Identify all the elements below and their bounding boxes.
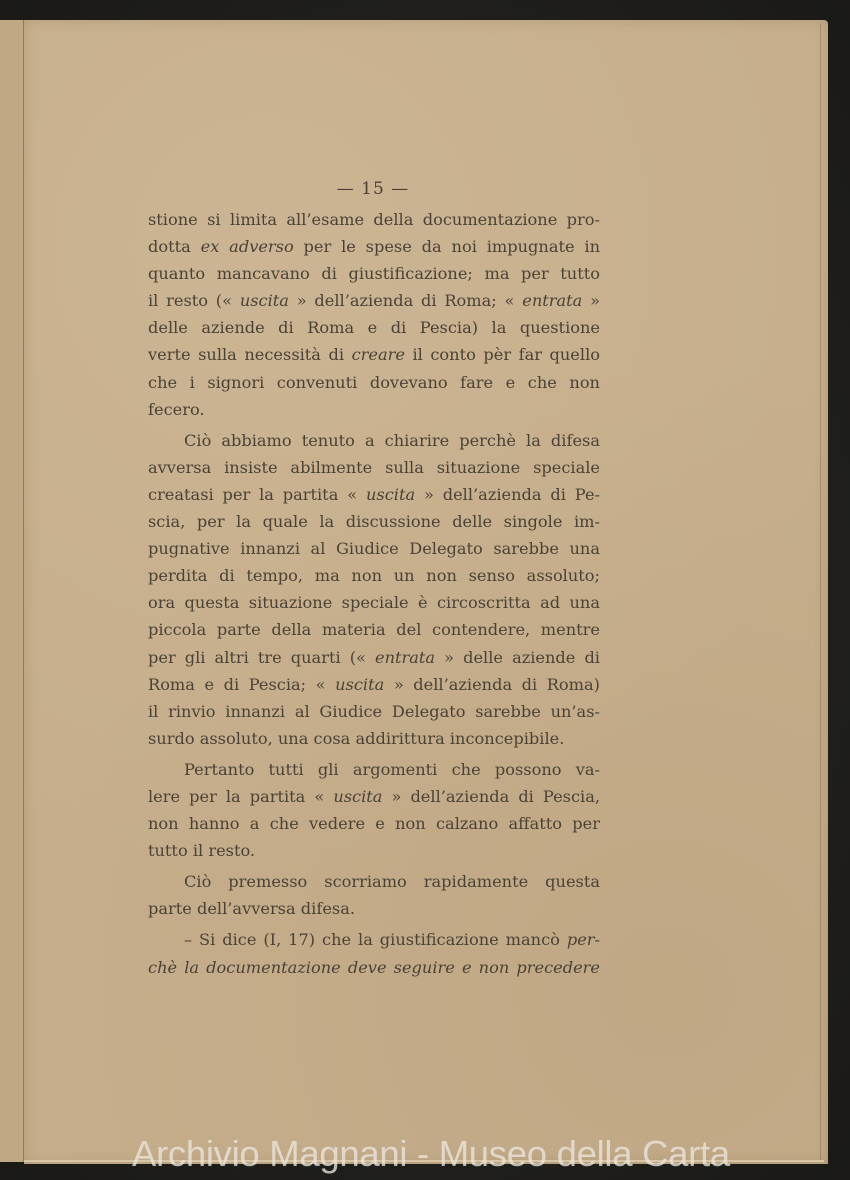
text-line	[148, 481, 600, 508]
text-line	[148, 895, 600, 922]
text-segment: piccola parte della materia del contendere, mentre	[148, 620, 600, 640]
text-line	[148, 369, 600, 396]
text-segment: perdita di tempo, ma non un non senso assoluto;	[148, 566, 600, 586]
text-segment: verte sulla necessità di	[148, 345, 352, 365]
text-segment: per gli altri tre quarti («	[148, 647, 375, 667]
text-line	[148, 868, 600, 895]
text-line	[148, 783, 600, 810]
text-line	[148, 644, 600, 671]
text-segment: » dell’azienda di Pescia,	[382, 786, 600, 806]
text-segment: delle aziende di Roma e di Pescia) la questione	[148, 318, 600, 338]
text-segment: » dell’azienda di Roma)	[384, 674, 600, 694]
italic-text: uscita	[239, 291, 289, 311]
text-segment: » delle aziende di	[435, 647, 600, 667]
text-segment: surdo assoluto, una cosa addirittura inconcepibile.	[148, 728, 565, 748]
text-line	[148, 233, 600, 260]
text-segment: Ciò abbiamo tenuto a chiarire perchè la difesa	[184, 430, 600, 450]
text-line	[148, 810, 600, 837]
text-line	[148, 671, 600, 698]
text-line	[148, 206, 600, 233]
text-segment: »	[582, 291, 600, 311]
text-line	[148, 508, 600, 535]
text-segment: Pertanto tutti gli argomenti che possono va-	[184, 759, 600, 779]
text-line	[148, 535, 600, 562]
italic-text: per-	[566, 930, 600, 950]
text-line	[148, 756, 600, 783]
italic-text: uscita	[335, 674, 385, 694]
text-line	[148, 954, 600, 981]
italic-text: entrata	[522, 291, 583, 311]
text-segment: il rinvio innanzi al Giudice Delegato sarebbe un’as-	[148, 701, 600, 721]
text-line	[148, 314, 600, 341]
text-line	[148, 698, 600, 725]
text-segment: che i signori convenuti dovevano fare e che non	[148, 372, 600, 392]
text-segment: per le spese da noi impugnate in	[293, 237, 600, 257]
body-text	[148, 206, 600, 981]
text-segment: creatasi per la partita «	[148, 484, 366, 504]
text-segment: fecero.	[148, 399, 205, 419]
italic-text: ex adverso	[200, 237, 294, 257]
text-line	[148, 589, 600, 616]
text-line	[148, 396, 600, 423]
text-segment: tutto il resto.	[148, 841, 256, 861]
italic-text: uscita	[365, 484, 416, 504]
italic-text: uscita	[333, 786, 383, 806]
text-line	[148, 926, 600, 953]
text-segment: Roma e di Pescia; «	[148, 674, 336, 694]
page-edge-right	[820, 24, 829, 1160]
text-segment: dotta	[148, 237, 201, 257]
text-segment: quanto mancavano di giustificazione; ma per tutto	[148, 264, 600, 284]
text-line	[148, 454, 600, 481]
text-line	[148, 287, 600, 314]
text-segment: scia, per la quale la discussione delle singole im-	[148, 512, 600, 532]
text-segment: lere per la partita «	[148, 786, 334, 806]
archive-watermark: Archivio Magnani - Museo della Carta	[132, 1133, 730, 1174]
text-segment: non hanno a che vedere e non calzano affatto per	[148, 814, 600, 834]
italic-text: chè la documentazione deve seguire e non precedere	[148, 957, 600, 977]
text-line	[148, 837, 600, 864]
text-line	[148, 427, 600, 454]
page-number: — 15 —	[336, 179, 410, 199]
text-line	[148, 562, 600, 589]
text-line	[148, 616, 600, 643]
text-segment: » dell’azienda di Roma; «	[288, 291, 523, 311]
text-segment: avversa insiste abilmente sulla situazione speciale	[148, 457, 600, 477]
text-line	[148, 725, 600, 752]
text-segment: » dell’azienda di Pe-	[415, 484, 601, 504]
text-line	[148, 260, 600, 287]
italic-text: creare	[351, 345, 405, 365]
text-segment: il conto pèr far quello	[404, 345, 600, 365]
text-segment: pugnative innanzi al Giudice Delegato sarebbe una	[148, 539, 600, 559]
text-segment: Ciò premesso scorriamo rapidamente questa	[184, 872, 600, 892]
text-segment: il resto («	[148, 291, 240, 311]
text-segment: stione si limita all’esame della documentazione pro-	[148, 210, 600, 229]
text-segment: ora questa situazione speciale è circoscritta ad una	[148, 593, 600, 613]
text-segment: parte dell’avversa difesa.	[148, 899, 355, 919]
text-line	[148, 341, 600, 368]
text-segment: – Si dice (I, 17) che la giustificazione mancò	[184, 930, 567, 950]
italic-text: entrata	[375, 647, 436, 667]
